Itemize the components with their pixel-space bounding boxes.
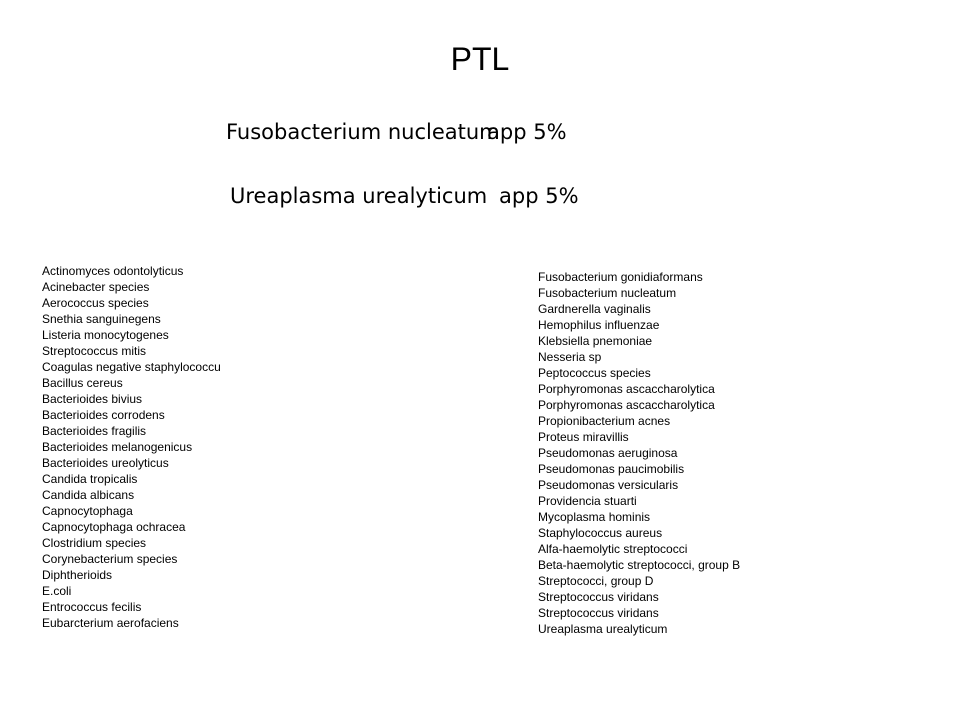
list-item: Bacillus cereus: [42, 376, 123, 390]
list-item: Bacterioides bivius: [42, 392, 143, 406]
list-item: Providencia stuarti: [538, 494, 637, 508]
list-item: Listeria monocytogenes: [42, 328, 169, 342]
list-item: Diphtherioids: [42, 568, 113, 582]
slide-title: PTL: [450, 41, 510, 77]
list-item: Actinomyces odontolyticus: [42, 264, 184, 278]
list-item: Fusobacterium nucleatum: [538, 286, 677, 300]
list-item: Bacterioides ureolyticus: [42, 456, 169, 470]
highlight-value: app 5%: [499, 184, 579, 208]
highlight-ureaplasma: [230, 182, 579, 210]
list-item: E.coli: [42, 584, 72, 598]
list-item: Capnocytophaga ochracea: [42, 520, 186, 534]
species-list-right: [538, 269, 740, 637]
list-item: Acinebacter species: [42, 280, 150, 294]
list-item: Porphyromonas ascaccharolytica: [538, 382, 715, 396]
list-item: Corynebacterium species: [42, 552, 178, 566]
list-item: Nesseria sp: [538, 350, 602, 364]
list-item: Candida tropicalis: [42, 472, 138, 486]
list-item: Staphylococcus aureus: [538, 526, 663, 540]
list-item: Entrococcus fecilis: [42, 600, 142, 614]
list-item: Fusobacterium gonidiaformans: [538, 270, 703, 284]
species-list-left: [42, 263, 221, 631]
list-item: Streptococcus viridans: [538, 606, 659, 620]
list-item: Streptococcus viridans: [538, 590, 659, 604]
list-item: Clostridium species: [42, 536, 147, 550]
list-item: Mycoplasma hominis: [538, 510, 651, 524]
highlight-value: app 5%: [487, 120, 567, 144]
highlight-fusobacterium: [226, 118, 567, 146]
list-item: Beta-haemolytic streptococci, group B: [538, 558, 741, 572]
list-item: Aerococcus species: [42, 296, 149, 310]
highlight-name: Ureaplasma urealyticum: [230, 184, 488, 208]
list-item: Candida albicans: [42, 488, 135, 502]
list-item: Klebsiella pnemoniae: [538, 334, 653, 348]
list-item: Pseudomonas versicularis: [538, 478, 679, 492]
list-item: Capnocytophaga: [42, 504, 133, 518]
list-item: Bacterioides melanogenicus: [42, 440, 193, 454]
list-item: Coagulas negative staphylococcu: [42, 360, 221, 374]
list-item: Porphyromonas ascaccharolytica: [538, 398, 715, 412]
list-item: Proteus miravillis: [538, 430, 629, 444]
list-item: Propionibacterium acnes: [538, 414, 671, 428]
list-item: Bacterioides corrodens: [42, 408, 165, 422]
list-item: Alfa-haemolytic streptococci: [538, 542, 688, 556]
list-item: Pseudomonas aeruginosa: [538, 446, 678, 460]
list-item: Eubarcterium aerofaciens: [42, 616, 179, 630]
highlight-name: Fusobacterium nucleatum: [226, 120, 500, 144]
list-item: Streptococcus mitis: [42, 344, 147, 358]
list-item: Peptococcus species: [538, 366, 651, 380]
list-item: Pseudomonas paucimobilis: [538, 462, 685, 476]
list-item: Snethia sanguinegens: [42, 312, 161, 326]
list-item: Ureaplasma urealyticum: [538, 622, 668, 636]
list-item: Gardnerella vaginalis: [538, 302, 651, 316]
list-item: Hemophilus influenzae: [538, 318, 660, 332]
list-item: Streptococci, group D: [538, 574, 654, 588]
list-item: Bacterioides fragilis: [42, 424, 147, 438]
